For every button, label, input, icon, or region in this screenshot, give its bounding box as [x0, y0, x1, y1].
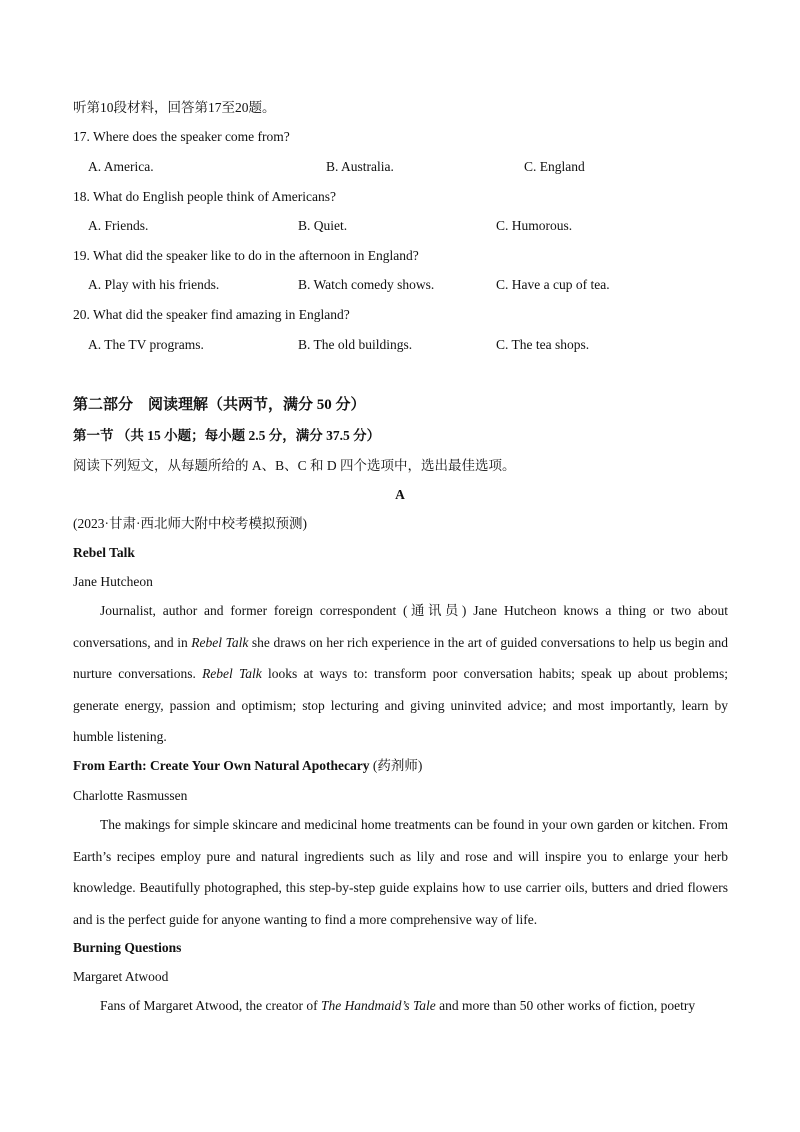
book-title-line	[73, 757, 422, 775]
passage-source: (2023·甘肃·西北师大附中校考模拟预测)	[73, 516, 307, 531]
book-title-italic: The Handmaid’s Tale	[320, 998, 436, 1013]
question-17-option-c: C. England	[524, 159, 585, 174]
book-description: The makings for simple skincare and medicinal home treatments can be found in your own garden or kitchen. From Earth’s recipes employ pure and natural ingredients such as lily and rose and will inspire you to enlarge your herb knowledge. Beautifully photographed, this step-by-step guide explains how to use carrier oils, butters and dried flowers and is the perfect guide for anyone wanting to find a more comprehensive way of life.	[73, 817, 728, 927]
book-title: Rebel Talk	[73, 545, 135, 560]
question-18-option-c: C. Humorous.	[496, 218, 573, 233]
book-author: Charlotte Rasmussen	[73, 788, 188, 803]
question-19-option-c: C. Have a cup of tea.	[496, 277, 610, 292]
passage-letter: A	[395, 487, 405, 502]
question-17-option-a: A. America.	[88, 159, 154, 174]
section-title: 第一节 （共 15 小题；每小题 2.5 分，满分 37.5 分）	[73, 428, 381, 443]
question-17-stem: 17. Where does the speaker come from?	[73, 129, 290, 144]
listening-intro: 听第10段材料，回答第17至20题。	[73, 100, 276, 115]
question-17-option-b: B. Australia.	[326, 159, 394, 174]
question-20-stem: 20. What did the speaker find amazing in England?	[73, 307, 350, 322]
question-19-option-b: B. Watch comedy shows.	[298, 277, 435, 292]
question-20-option-b: B. The old buildings.	[298, 337, 413, 352]
reading-instruction: 阅读下列短文，从每题所给的 A、B、C 和 D 四个选项中，选出最佳选项。	[73, 458, 516, 473]
book-title-italic: Rebel Talk	[191, 634, 249, 650]
book-title: From Earth: Create Your Own Natural Apothecary	[73, 758, 370, 773]
question-18-stem: 18. What do English people think of Americans?	[73, 189, 336, 204]
question-20-option-c: C. The tea shops.	[496, 337, 590, 352]
book-description: Journalist, author and former foreign correspondent (通讯员) Jane Hutcheon knows a thing or two about conversations, and in Rebel Talk she draws on her rich experience in the art of guided conversations to help us begin and nurture conversations. Rebel Talk looks at ways to: transform poor conversation habits; speak up about problems; generate energy, passion and optimism; stop lecturing and giving uninvited advice; and most importantly, learn by humble listening.	[73, 603, 729, 745]
book-title-note: (药剂师)	[372, 758, 423, 773]
book-title: Burning Questions	[73, 940, 182, 955]
book-description: Fans of Margaret Atwood, the creator of The Handmaid’s Tale and more than 50 other works of fiction, poetry	[100, 998, 696, 1013]
book-author: Jane Hutcheon	[73, 574, 153, 589]
question-18-option-a: A. Friends.	[88, 218, 149, 233]
book-title-italic: Rebel Talk	[202, 666, 262, 682]
question-18-option-b: B. Quiet.	[298, 218, 348, 233]
question-20-option-a: A. The TV programs.	[88, 337, 204, 352]
question-19-stem: 19. What did the speaker like to do in the afternoon in England?	[73, 248, 419, 263]
book-author: Margaret Atwood	[73, 969, 169, 984]
question-19-option-a: A. Play with his friends.	[88, 277, 220, 292]
part-title: 第二部分 阅读理解（共两节，满分 50 分）	[73, 397, 366, 413]
